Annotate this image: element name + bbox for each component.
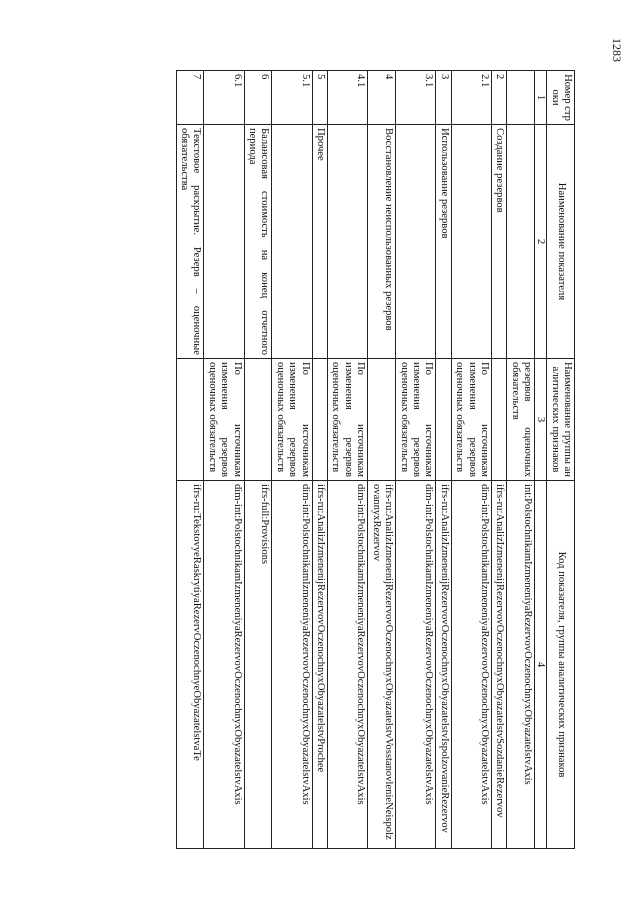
table-row xyxy=(176,71,204,849)
table-row xyxy=(312,71,327,849)
column-number: 2 xyxy=(535,125,547,359)
page-number: 1283 xyxy=(610,38,624,62)
row-number: 7 xyxy=(176,71,204,125)
table-row xyxy=(328,71,368,849)
row-number: 3.1 xyxy=(396,71,436,125)
row-group-name xyxy=(312,359,327,481)
table-header-row xyxy=(547,71,575,849)
row-code: ifrs-full:Provisions xyxy=(244,481,272,849)
row-code: ifrs-ru:AnalizIzmenenijRezervovOczenochnyxObyazatelstvVosstanovlenieNeispolzovannyxRezervov xyxy=(368,481,396,849)
row-group-name: По источникам изменения резервов оценочных обязательств xyxy=(396,359,436,481)
row-indicator-name: Прочее xyxy=(312,125,327,359)
row-indicator-name: Использование резервов xyxy=(436,125,451,359)
row-group-name: резервов оценочных обязательств xyxy=(507,359,535,481)
header-code: Код показателя, группы аналитических признаков xyxy=(547,481,575,849)
row-indicator-name: Восстановление неиспользованных резервов xyxy=(368,125,396,359)
row-indicator-name: Создание резервов xyxy=(491,125,506,359)
row-number: 5.1 xyxy=(272,71,312,125)
row-code: dim-int:PolstochnikamIzmeneniyaRezervovOczenochnyxObyazatelstvAxis xyxy=(272,481,312,849)
header-indicator-name: Наименование показателя xyxy=(547,125,575,359)
table-row xyxy=(204,71,244,849)
row-group-name xyxy=(491,359,506,481)
table-row xyxy=(491,71,506,849)
row-group-name xyxy=(436,359,451,481)
row-code: ifrs-ru:AnalizIzmenenijRezervovOczenochnyxObyazatelstvProchee xyxy=(312,481,327,849)
table-row xyxy=(436,71,451,849)
row-group-name xyxy=(176,359,204,481)
row-code: dim-int:PolstochnikamIzmeneniyaRezervovOczenochnyxObyazatelstvAxis xyxy=(204,481,244,849)
row-number: 6 xyxy=(244,71,272,125)
row-code: ifrs-ru:TekstovyeRaskrytiyaRezervOczenochnyeObyazatelstvaTe xyxy=(176,481,204,849)
row-code: dim-int:PolstochnikamIzmeneniyaRezervovOczenochnyxObyazatelstvAxis xyxy=(328,481,368,849)
row-number: 4 xyxy=(368,71,396,125)
table-row xyxy=(451,71,491,849)
row-indicator-name xyxy=(507,125,535,359)
table-row xyxy=(244,71,272,849)
table-row xyxy=(272,71,312,849)
row-number: 3 xyxy=(436,71,451,125)
row-code: dim-int:PolstochnikamIzmeneniyaRezervovOczenochnyxObyazatelstvAxis xyxy=(451,481,491,849)
row-indicator-name: Текстовое раскрытие. Резерв – оценочные обязательства xyxy=(176,125,204,359)
row-number xyxy=(507,71,535,125)
row-indicator-name xyxy=(396,125,436,359)
row-indicator-name xyxy=(272,125,312,359)
table-row xyxy=(368,71,396,849)
row-number: 6.1 xyxy=(204,71,244,125)
row-indicator-name: Балансовая стоимость на конец отчетного периода xyxy=(244,125,272,359)
row-number: 4.1 xyxy=(328,71,368,125)
row-number: 5 xyxy=(312,71,327,125)
row-code: ifrs-ru:AnalizIzmenenijRezervovOczenochnyxObyazatelstvSozdanieRezervov xyxy=(491,481,506,849)
header-row-number: Номер строки xyxy=(547,71,575,125)
column-number: 1 xyxy=(535,71,547,125)
row-group-name: По источникам изменения резервов оценочных обязательств xyxy=(272,359,312,481)
row-group-name: По источникам изменения резервов оценочных обязательств xyxy=(204,359,244,481)
row-code: ifrs-ru:AnalizIzmenenijRezervovOczenochnyxObyazatelstvIspolzovanieRezervov xyxy=(436,481,451,849)
row-indicator-name xyxy=(328,125,368,359)
row-number: 2 xyxy=(491,71,506,125)
row-indicator-name xyxy=(451,125,491,359)
row-number: 2.1 xyxy=(451,71,491,125)
table-row xyxy=(396,71,436,849)
table-row xyxy=(507,71,535,849)
indicator-table xyxy=(176,70,575,849)
row-group-name xyxy=(368,359,396,481)
row-code: dim-int:PolstochnikamIzmeneniyaRezervovOczenochnyxObyazatelstvAxis xyxy=(396,481,436,849)
column-number: 3 xyxy=(535,359,547,481)
row-group-name: По источникам изменения резервов оценочных обязательств xyxy=(451,359,491,481)
row-group-name xyxy=(244,359,272,481)
row-code: int:PolstochnikamIzmeneniyaRezervovOczenochnyxObyazatelstvAxis xyxy=(507,481,535,849)
header-group-name: Наименование группы аналитических признаков xyxy=(547,359,575,481)
column-numbers-row xyxy=(535,71,547,849)
column-number: 4 xyxy=(535,481,547,849)
row-indicator-name xyxy=(204,125,244,359)
indicator-table-container xyxy=(176,70,575,849)
row-group-name: По источникам изменения резервов оценочных обязательств xyxy=(328,359,368,481)
